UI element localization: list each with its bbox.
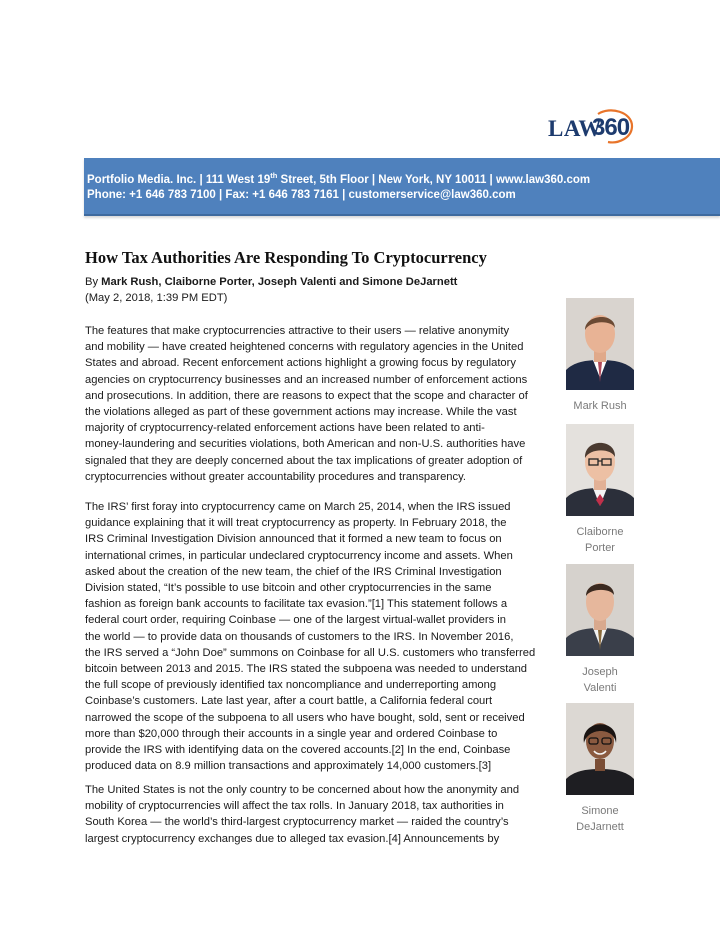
paragraph-line: States and abroad. Recent enforcement actions highlight a growing focus by regulatory <box>85 357 516 370</box>
author-photo <box>566 703 634 795</box>
paragraph-2 <box>85 499 560 774</box>
paragraph-line: mobility of cryptocurrencies will affect the tax rolls. In January 2018, tax authorities in <box>85 800 504 813</box>
paragraph-line: and prosecutions. In addition, there are reasons to expect that the scope and character of <box>85 389 528 402</box>
paragraph-line: largest cryptocurrency exchanges due to alleged tax evasion.[4] Announcements by <box>85 832 500 845</box>
paragraph-line: Division stated, “It’s possible to use bitcoin and other cryptocurrencies in the same <box>85 582 492 595</box>
publisher-header-band <box>84 158 720 216</box>
article-date: (May 2, 2018, 1:39 PM EDT) <box>85 292 228 304</box>
paragraph-line: narrowed the scope of the subpoena to all users who have bought, sold, sent or received <box>85 711 525 724</box>
logo-text-law: LAW <box>548 116 602 141</box>
author-photo <box>566 298 634 390</box>
paragraph-line: agencies on cryptocurrency businesses and an increased number of enforcement actions <box>85 373 528 386</box>
paragraph-line: provide the IRS with identifying data on the covered accounts.[2] In the end, Coinbase <box>85 744 511 757</box>
author-photo <box>566 564 634 656</box>
article-byline: By Mark Rush, Claiborne Porter, Joseph Valenti and Simone DeJarnett <box>85 276 458 288</box>
author-caption: Claiborne Porter <box>576 526 624 554</box>
logo-swoosh-icon <box>548 108 634 148</box>
author-caption: Mark Rush <box>573 400 627 412</box>
paragraph-line: the full scope of previously identified tax noncompliance and underreporting among <box>85 679 497 692</box>
law360-logo <box>548 108 634 148</box>
paragraph-line: bitcoin between 2013 and 2015. The IRS stated the subpoena was needed to understand <box>85 663 528 676</box>
article-title: How Tax Authorities Are Responding To Cryptocurrency <box>85 248 487 267</box>
paragraph-line: more than $20,000 through their accounts in a single year and ordered Coinbase to <box>85 727 498 740</box>
publisher-contact-line: Phone: +1 646 783 7100 | Fax: +1 646 783 7161 | customerservice@law360.com <box>87 189 516 201</box>
author-card-claiborne-porter <box>566 424 634 556</box>
paragraph-line: The United States is not the only country to be concerned about how the anonymity and <box>85 784 520 796</box>
paragraph-line: guidance explaining that it will treat cryptocurrency as property. In February 2018, the <box>85 517 507 530</box>
paragraph-line: The IRS’ first foray into cryptocurrency came on March 25, 2014, when the IRS issued <box>85 501 511 513</box>
publisher-address-line: Portfolio Media. Inc. | 111 West 19th Street, 5th Floor | New York, NY 10011 | www.law360.com <box>87 171 591 186</box>
paragraph-line: federal court order, requiring Coinbase — one of the largest virtual-wallet providers in <box>85 614 506 627</box>
paragraph-line: The features that make cryptocurrencies attractive to their users — relative anonymity <box>85 325 510 337</box>
paragraph-line: signaled that they are deeply concerned about the tax implications of greater adoption of <box>85 454 523 467</box>
paragraph-line: cryptocurrencies without greater accountability procedures and transparency. <box>85 470 466 483</box>
paragraph-line: asked about the creation of the new team, the chief of the IRS Criminal Investigation <box>85 565 502 578</box>
author-card-joseph-valenti <box>566 564 634 696</box>
paragraph-line: majority of cryptocurrency-related enforcement actions have been related to anti- <box>85 422 485 435</box>
paragraph-line: fashion as foreign bank accounts to facilitate tax evasion.”[1] This statement follows a <box>85 598 508 611</box>
paragraph-1 <box>85 323 560 485</box>
paragraph-line: money-laundering and securities violations, both American and non-U.S. authorities have <box>85 438 526 451</box>
paragraph-line: the IRS served a “John Doe” summons on Coinbase for all U.S. customers who transferred <box>85 646 536 659</box>
paragraph-line: produced data on 8.9 million transactions and approximately 14,000 customers.[3] <box>85 760 492 773</box>
author-caption: Simone DeJarnett <box>576 805 624 833</box>
paragraph-line: the world — to provide data on thousands of customers to the IRS. In November 2016, <box>85 630 514 643</box>
paragraph-line: Coinbase’s customers. Late last year, after a court battle, a California federal court <box>85 695 493 708</box>
paragraph-line: the violations alleged as part of these government actions may increase. While the vast <box>85 406 517 419</box>
paragraph-line: and mobility — have created heightened concerns with regulatory agencies in the United <box>85 341 524 354</box>
author-caption: Joseph Valenti <box>582 666 618 694</box>
paragraph-3 <box>85 782 560 847</box>
author-card-simone-dejarnett <box>566 703 634 835</box>
paragraph-line: South Korea — the world’s third-largest cryptocurrency market — raided the country’s <box>85 816 509 829</box>
author-photo <box>566 424 634 516</box>
article-authors: Mark Rush, Claiborne Porter, Joseph Valenti and Simone DeJarnett <box>101 276 458 288</box>
paragraph-line: IRS Criminal Investigation Division announced that it formed a new team to focus on <box>85 533 502 546</box>
author-card-mark-rush <box>566 298 634 414</box>
logo-text-360: 360 <box>592 114 630 141</box>
paragraph-line: international crimes, in particular undeclared cryptocurrency income and assets. When <box>85 549 513 562</box>
